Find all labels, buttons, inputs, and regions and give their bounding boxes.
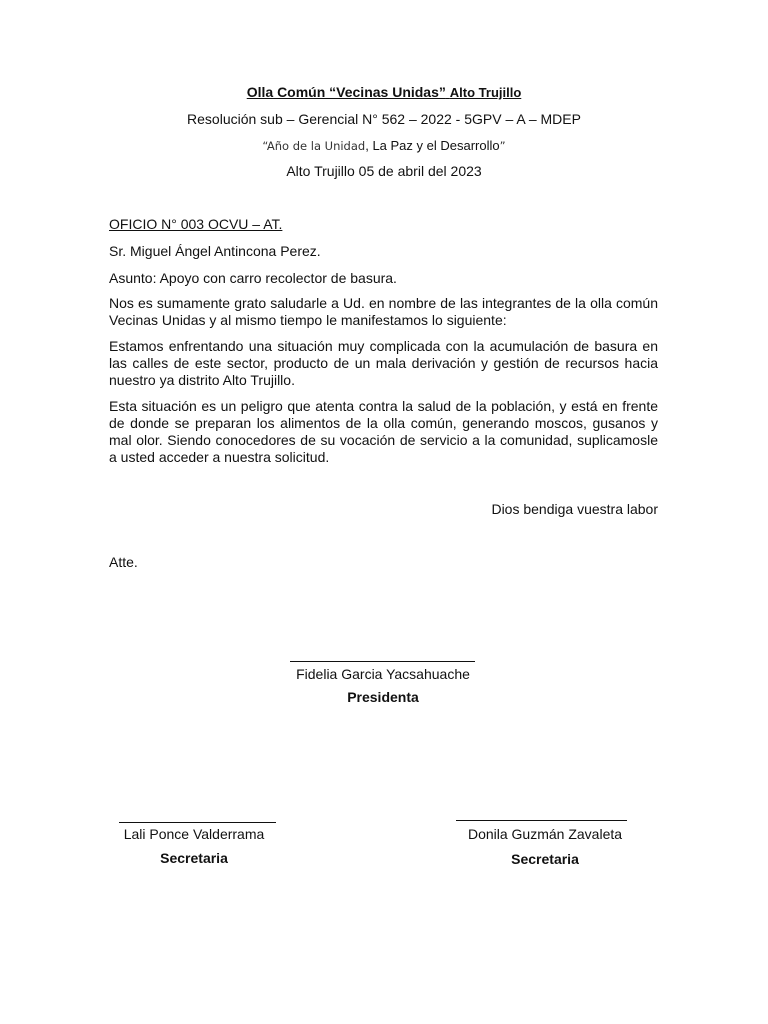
title-main: Olla Común “Vecinas Unidas” xyxy=(246,84,446,100)
secretary-right-role: Secretaria xyxy=(511,851,579,867)
blessing-line: Dios bendiga vuestra labor xyxy=(491,501,658,517)
secretary-left-signature-line xyxy=(119,822,276,823)
recipient: Sr. Miguel Ángel Antincona Perez. xyxy=(109,243,321,259)
closing-line: Atte. xyxy=(109,554,138,570)
date-line: Alto Trujillo 05 de abril del 2023 xyxy=(286,163,482,179)
title-place: Alto Trujillo xyxy=(449,85,522,100)
motto-part-1: “Año de la Unidad xyxy=(262,139,366,153)
president-role: Presidenta xyxy=(347,689,419,705)
paragraph-1: Nos es sumamente grato saludarle a Ud. en nombre de las integrantes de la olla común Vecinas Unidas y al mismo tiempo le manifestamos lo siguiente: xyxy=(109,295,658,328)
secretary-left-name: Lali Ponce Valderrama xyxy=(123,826,265,842)
president-signature-line xyxy=(290,661,475,662)
resolution-line: Resolución sub – Gerencial N° 562 – 2022 - 5GPV – A – MDEP xyxy=(187,111,581,127)
secretary-left-role: Secretaria xyxy=(160,850,228,866)
motto-part-2: , La Paz y el Desarrollo xyxy=(365,138,500,153)
secretary-right-name: Donila Guzmán Zavaleta xyxy=(467,826,623,842)
motto-part-3: ” xyxy=(499,139,506,153)
oficio-number: OFICIO N° 003 OCVU – AT. xyxy=(109,216,283,232)
paragraph-2: Estamos enfrentando una situación muy complicada con la acumulación de basura en las calles de este sector, producto de un mala derivación y gestión de recursos hacia nuestro ya distrito Alto Trujillo. xyxy=(109,338,658,388)
secretary-right-signature-line xyxy=(456,820,627,821)
paragraph-3: Esta situación es un peligro que atenta contra la salud de la población, y está en frente de donde se preparan los alimentos de la olla común, generando moscos, gusanos y mal olor. Siendo conocedores de su vocación de servicio a la comunidad, suplicamosle a usted acceder a nuestra solicitud. xyxy=(109,398,658,465)
subject-line: Asunto: Apoyo con carro recolector de basura. xyxy=(109,270,397,286)
president-name: Fidelia Garcia Yacsahuache xyxy=(296,666,470,682)
document-title xyxy=(0,84,768,100)
motto-line xyxy=(0,138,768,153)
